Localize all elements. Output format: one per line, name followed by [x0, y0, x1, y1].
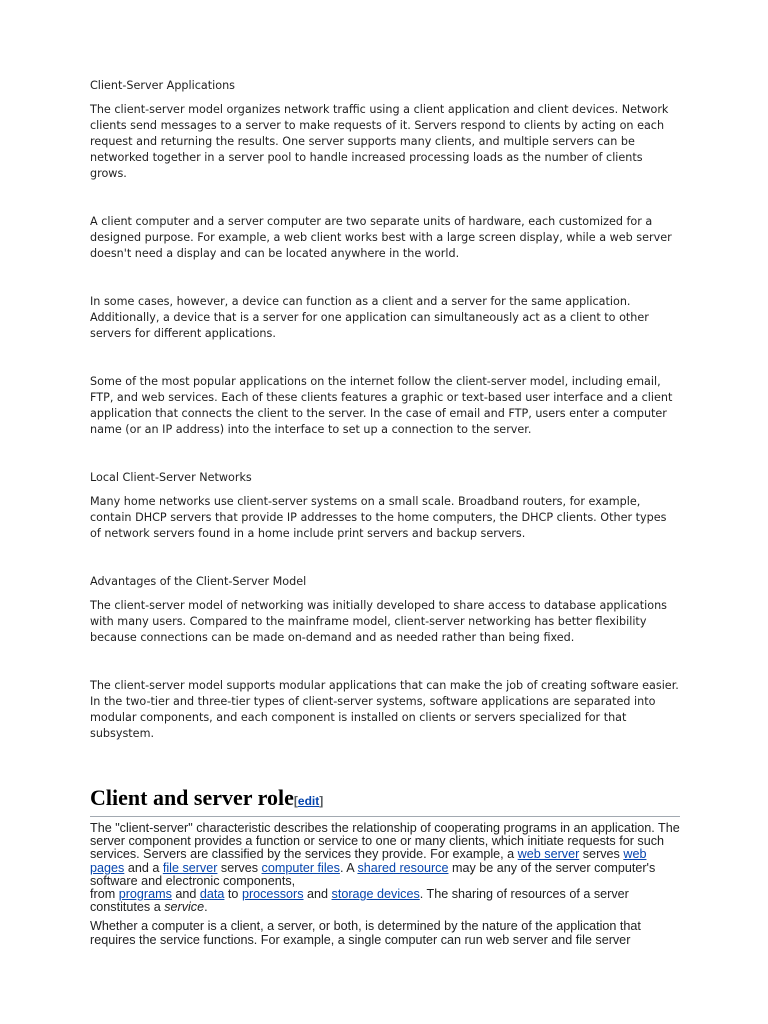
- heading-client-server-applications: Client-Server Applications: [90, 79, 236, 92]
- paragraph-4: Some of the most popular applications on the internet follow the client-server model, including email, FTP, and web services. Each of these clients features a graphic or text-based user interface and a client application that connects the client to the server. In the case of email and FTP, users enter a computer name (or an IP address) into the interface to set up a connection to the server.: [90, 375, 673, 436]
- paragraph-5: Many home networks use client-server systems on a small scale. Broadband routers, for example, contain DHCP servers that provide IP addresses to the home computers, the DHCP clients. Other types of network servers found in a home include print servers and backup servers.: [90, 495, 667, 540]
- link-web-pages[interactable]: web pages: [90, 847, 647, 875]
- link-storage-devices[interactable]: storage devices: [331, 887, 420, 902]
- paragraph-1: The client-server model organizes network traffic using a client application and client devices. Network clients send messages to a server to make requests of it. Servers respond to clients by acting on each request and returning the results. One server supports many clients, and multiple servers can be networked together in a server pool to handle increased processing loads as the number of clients grows.: [90, 103, 669, 180]
- paragraph-2: A client computer and a server computer are two separate units of hardware, each customized for a designed purpose. For example, a web client works best with a large screen display, while a web server doesn't need a display and can be located anywhere in the world.: [90, 215, 672, 260]
- link-processors[interactable]: processors: [241, 887, 304, 902]
- text-run: serves: [579, 847, 624, 862]
- text-run: and a: [124, 860, 163, 875]
- heading-advantages: Advantages of the Client-Server Model: [90, 575, 307, 588]
- link-programs[interactable]: programs: [118, 887, 172, 902]
- text-run: serves: [217, 860, 262, 875]
- paragraph-6: The client-server model of networking was initially developed to share access to database applications with many users. Compared to the mainframe model, client-server networking has better flexibility because connections can be made on-demand and as needed rather than being fixed.: [90, 599, 668, 644]
- edit-link[interactable]: edit: [297, 794, 320, 808]
- text-run: .: [204, 900, 208, 915]
- text-run: The "client-server" characteristic describes the relationship of cooperating programs in an application. The server component provides a function or service to one or many clients, which initiate requests for such services. Servers are classified by the services they provide. For example, a: [90, 821, 680, 862]
- text-run: and: [303, 887, 332, 902]
- paragraph-3: In some cases, however, a device can function as a client and a server for the same application. Additionally, a device that is a server for one application can simultaneously act as a client to other servers for different applications.: [90, 295, 649, 340]
- link-data[interactable]: data: [199, 887, 225, 902]
- document-body: [90, 78, 680, 742]
- text-run: from: [90, 887, 119, 902]
- wiki-paragraph-2: Whether a computer is a client, a server, or both, is determined by the nature of the application that requires the service functions. For example, a single computer can run web server and file server: [90, 919, 641, 947]
- text-run: may be any of the server computer's software and electronic components,: [90, 860, 656, 888]
- link-shared-resource[interactable]: shared resource: [357, 860, 449, 875]
- text-run: to: [224, 887, 242, 902]
- section-body: [90, 822, 680, 947]
- link-file-server[interactable]: file server: [162, 860, 218, 875]
- edit-bracket-open: [: [293, 794, 298, 808]
- text-run: . The sharing of resources of a server constitutes a: [90, 887, 629, 915]
- paragraph-7: The client-server model supports modular applications that can make the job of creating software easier. In the two-tier and three-tier types of client-server systems, software applications are separated into modular components, and each component is installed on clients or servers specialized for that subsystem.: [90, 679, 679, 740]
- edit-bracket-close: ]: [319, 794, 324, 808]
- wiki-section: [90, 785, 680, 947]
- text-run: . A: [339, 860, 358, 875]
- text-run: and: [171, 887, 200, 902]
- link-computer-files[interactable]: computer files: [261, 860, 340, 875]
- heading-local-client-server-networks: Local Client-Server Networks: [90, 471, 252, 484]
- wiki-paragraph-1: [90, 822, 680, 914]
- section-heading: [90, 785, 680, 817]
- link-web-server[interactable]: web server: [517, 847, 580, 862]
- section-title: Client and server role: [90, 785, 294, 810]
- service-italic: service: [164, 900, 205, 915]
